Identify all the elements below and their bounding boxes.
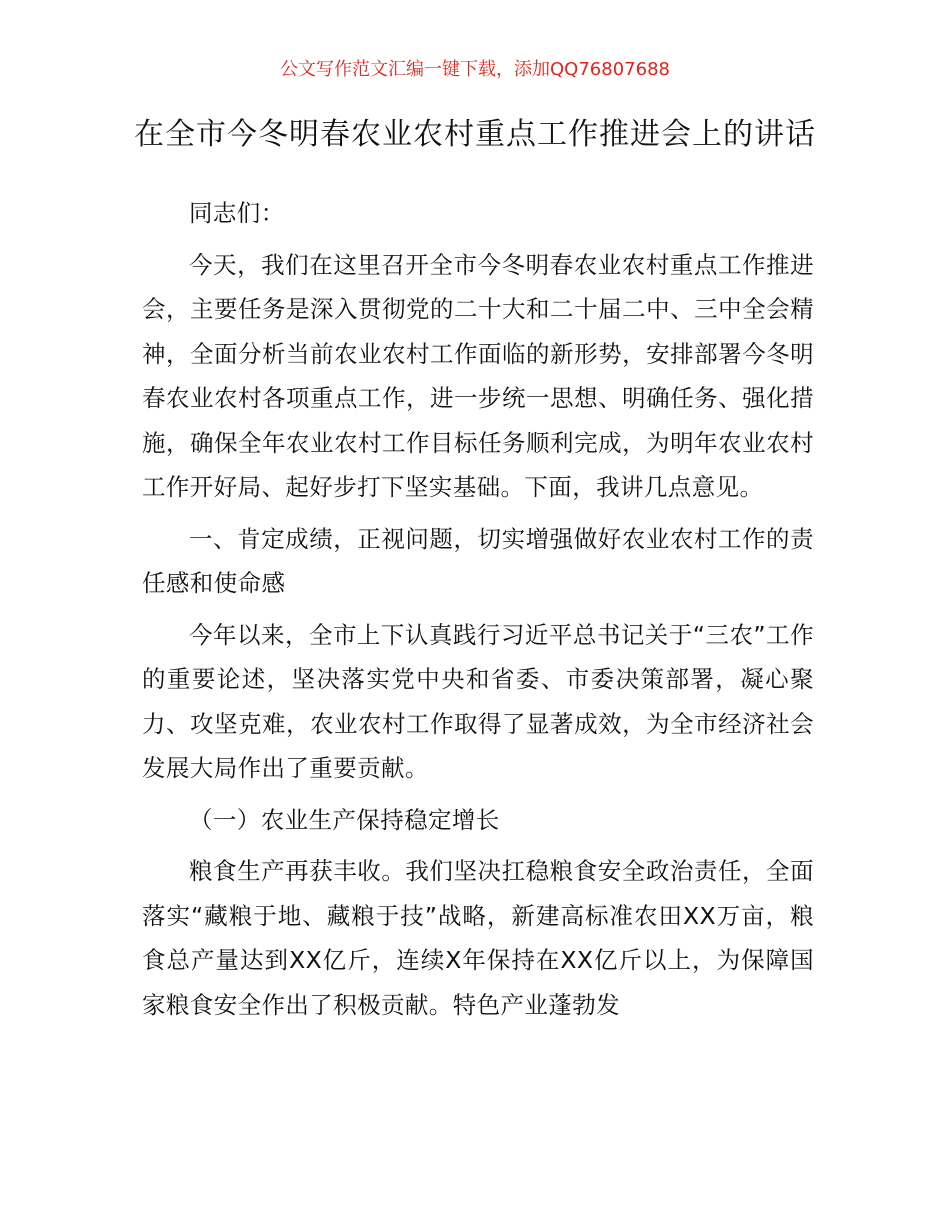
paragraph-intro: 今天，我们在这里召开全市今冬明春农业农村重点工作推进会，主要任务是深入贯彻党的二十大和二十届二中、三中全会精神，全面分析当前农业农村工作面临的新形势，安排部署今冬明春农业农村各项重点工作，进一步统一思想、明确任务、强化措施，确保全年农业农村工作目标任务顺利完成，为明年农业农村工作开好局、起好步打下坚实基础。下面，我讲几点意见。 [142, 250, 814, 501]
salutation: 同志们： [189, 199, 285, 227]
download-banner: 公文写作范文汇编一键下载，添加QQ76807688 [280, 59, 670, 80]
paragraph-achievements: 今年以来，全市上下认真践行习近平总书记关于“三农”工作的重要论述，坚决落实党中央和省委、市委决策部署，凝心聚力、攻坚克难，农业农村工作取得了显著成效，为全市经济社会发展大局作出了重要贡献。 [142, 620, 814, 782]
paragraph-grain-production: 粮食生产再获丰收。我们坚决扛稳粮食安全政治责任，全面落实“藏粮于地、藏粮于技”战略，新建高标准农田XX万亩，粮食总产量达到XX亿斤，连续X年保持在XX亿斤以上，为保障国家粮食安全作出了积极贡献。特色产业蓬勃发 [142, 857, 814, 1019]
document-body [142, 191, 814, 1034]
section-heading-1: 一、肯定成绩，正视问题，切实增强做好农业农村工作的责任感和使命感 [142, 524, 814, 597]
document-title: 在全市今冬明春农业农村重点工作推进会上的讲话 [134, 117, 816, 152]
subsection-heading-1: （一）农业生产保持稳定增长 [189, 805, 500, 834]
